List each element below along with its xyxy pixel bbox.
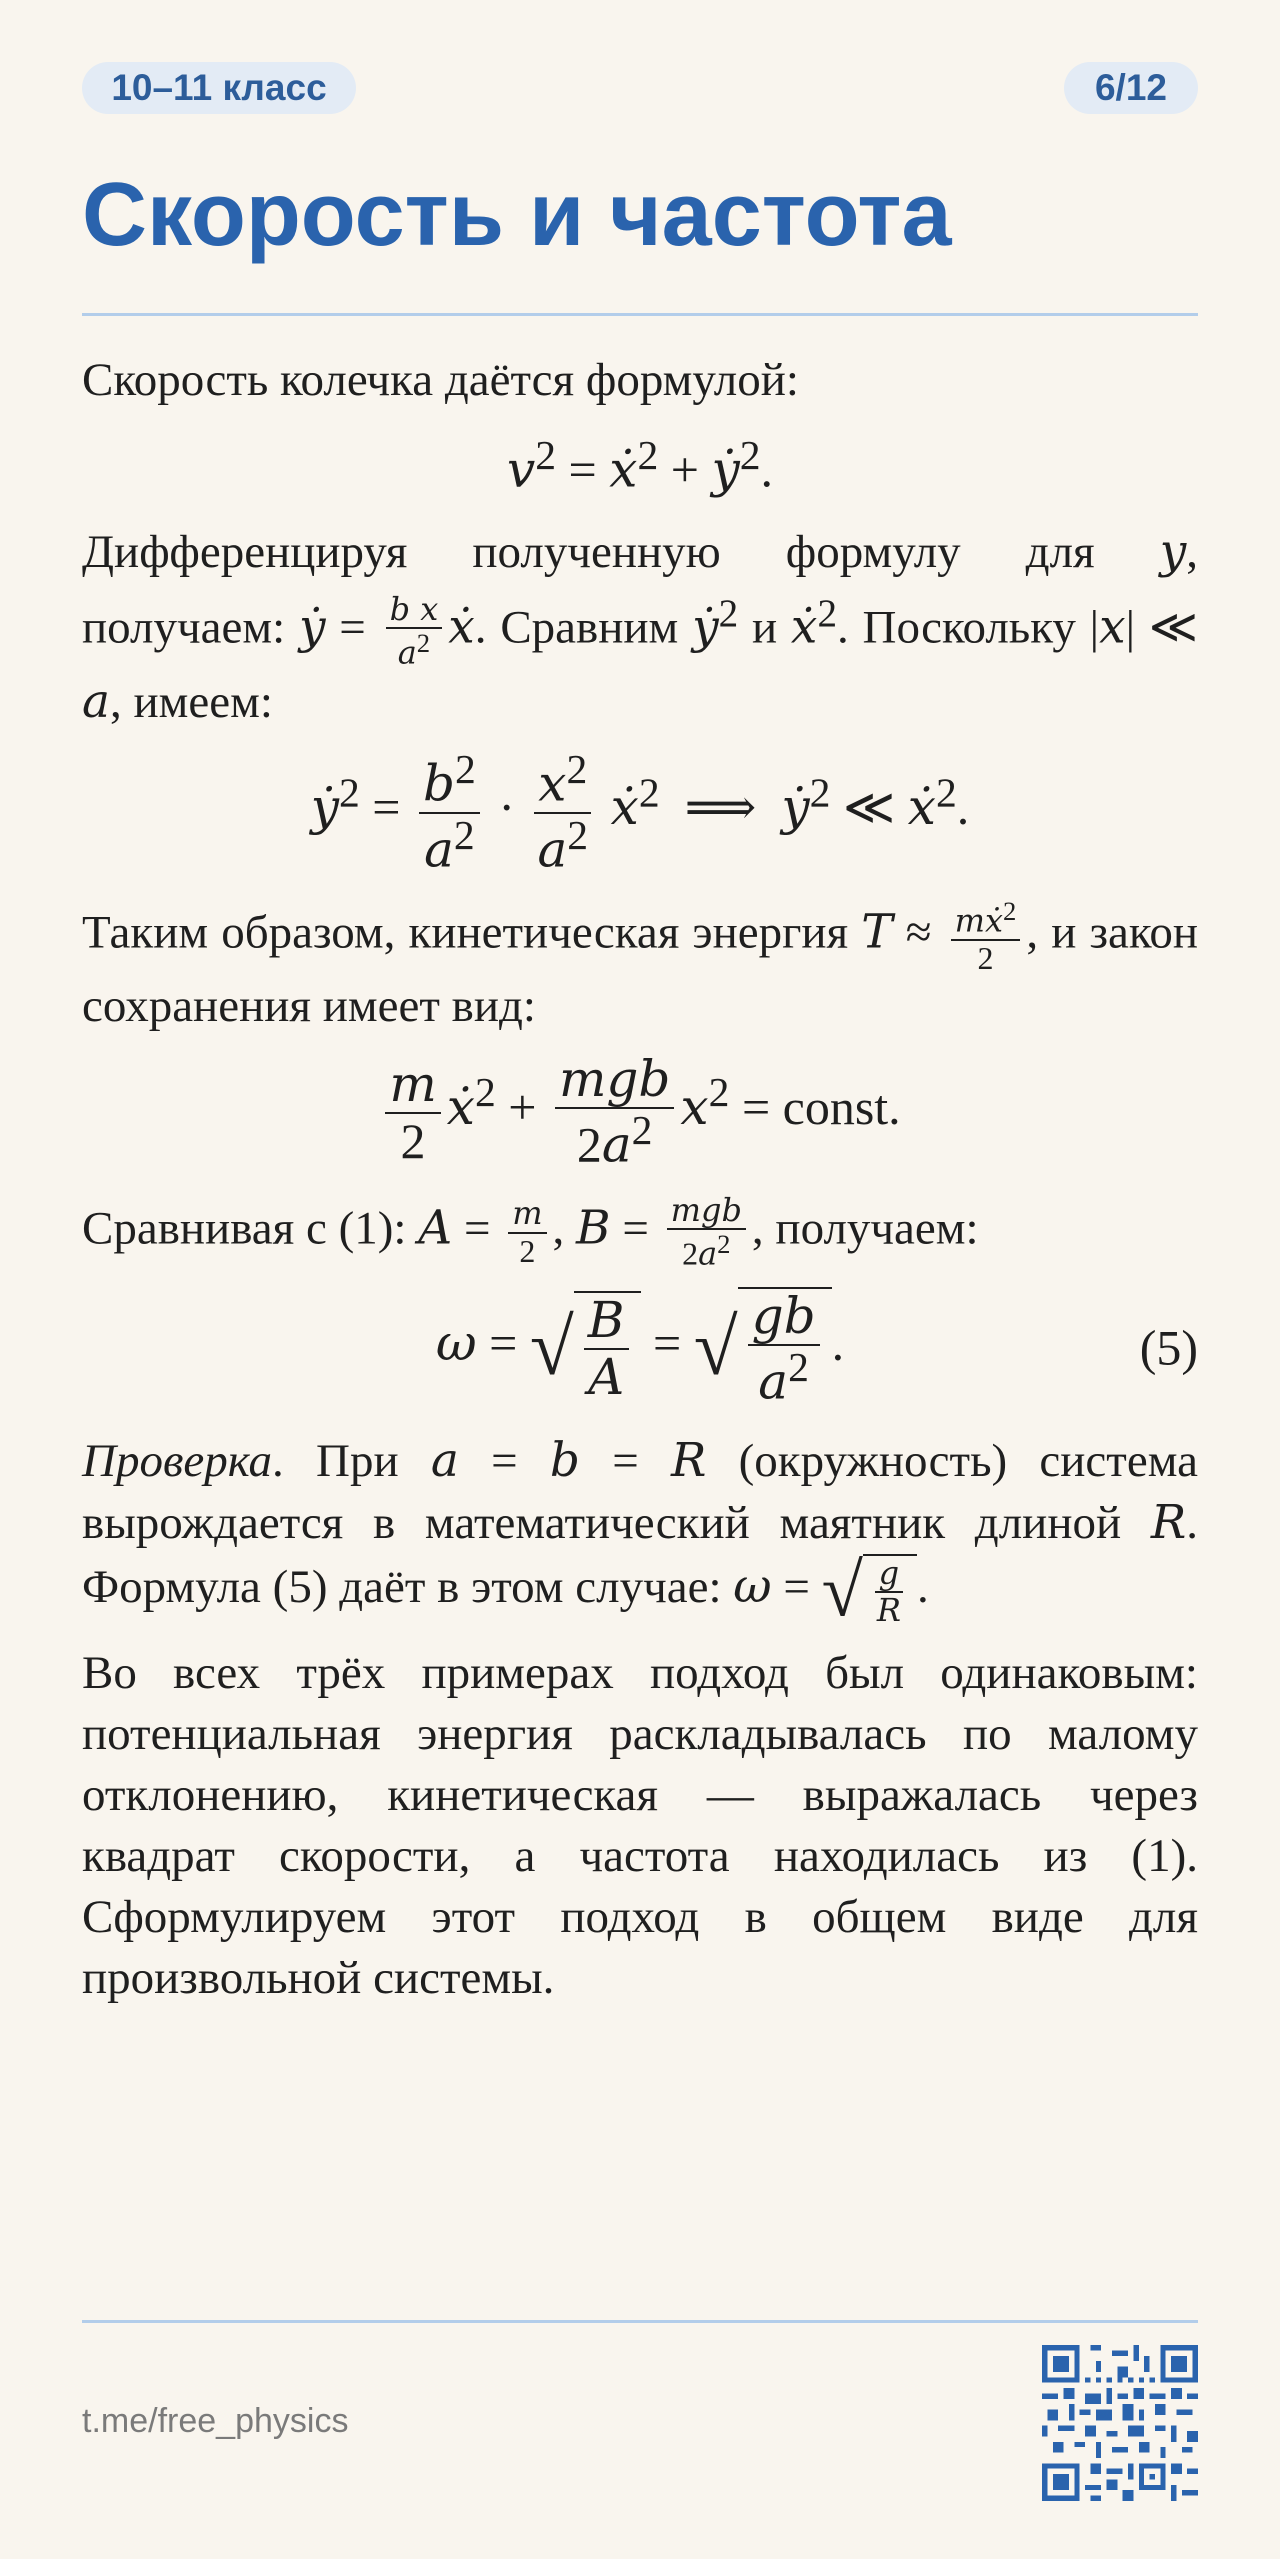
- equation-number: (5): [1139, 1319, 1198, 1376]
- equation-omega: ω = √ $\frac{B}{A}$ = √ $\frac{gb}{a^2}$ . (5): [435, 1287, 1198, 1411]
- top-divider: [82, 313, 1198, 316]
- check-label: Проверка: [82, 1434, 273, 1487]
- page-number-badge: 6/12: [1064, 62, 1198, 114]
- bottom-divider: [82, 2320, 1198, 2323]
- equation-ydot-squared: ẏ$^2$ = $\frac{b^2}{a^2}$ · $\frac{x^2}{a^2}$ ẋ$^2$ ⟹ ẏ$^2$ ≪ ẋ$^2$.: [310, 747, 970, 879]
- paragraph-2: Дифференцируя полученную формулу для y, получаем: ẏ = $\frac{\text{b x}}{a^2}$ ẋ. Сравним ẏ$^2$ и ẋ$^2$. Поскольку |x| ≪ a, имеем:: [82, 523, 1198, 730]
- article-body: [82, 350, 1198, 2024]
- paragraph-6: Во всех трёх примерах подход был одинаковым: потенциальная энергия раскладывалась по малому отклонению, кинетическая — выражалась через квадрат скорости, а частота находилась из (1). Сформулируем этот подход в общем виде для произвольной системы.: [82, 1647, 1198, 2005]
- paragraph-1: Скорость колечка даётся формулой:: [82, 354, 799, 406]
- equation-conservation: $\frac{m}{2}$ ẋ$^2$ + $\frac{\text{mgb}}{2a^2}$ $x^2$ = const.: [82, 1052, 1198, 1173]
- qr-code-icon: [1042, 2345, 1198, 2501]
- equation-velocity: $v^2$ = ẋ$^2$ + ẏ$^2$.: [506, 433, 774, 499]
- page-title: Скорость и частота: [82, 165, 952, 265]
- grade-badge: 10–11 класс: [82, 62, 356, 114]
- telegram-link[interactable]: t.me/free_physics: [82, 2402, 349, 2440]
- paragraph-5: Проверка. При a = b = R (окружность) система вырождается в математический маятник длиной R. Формула (5) даёт в этом случае: ω = √ $\frac{g}{R}$ .: [82, 1432, 1198, 1633]
- paragraph-3: Таким образом, кинетическая энергия T ≈ $\frac{mẋ^2}{2}$ , и закон сохранения имеет вид:: [82, 896, 1199, 1033]
- paragraph-4: Сравнивая с (1): A = $\frac{m}{2}$ , B = $\frac{\text{mgb}}{2a^2}$ , получаем:: [82, 1191, 979, 1273]
